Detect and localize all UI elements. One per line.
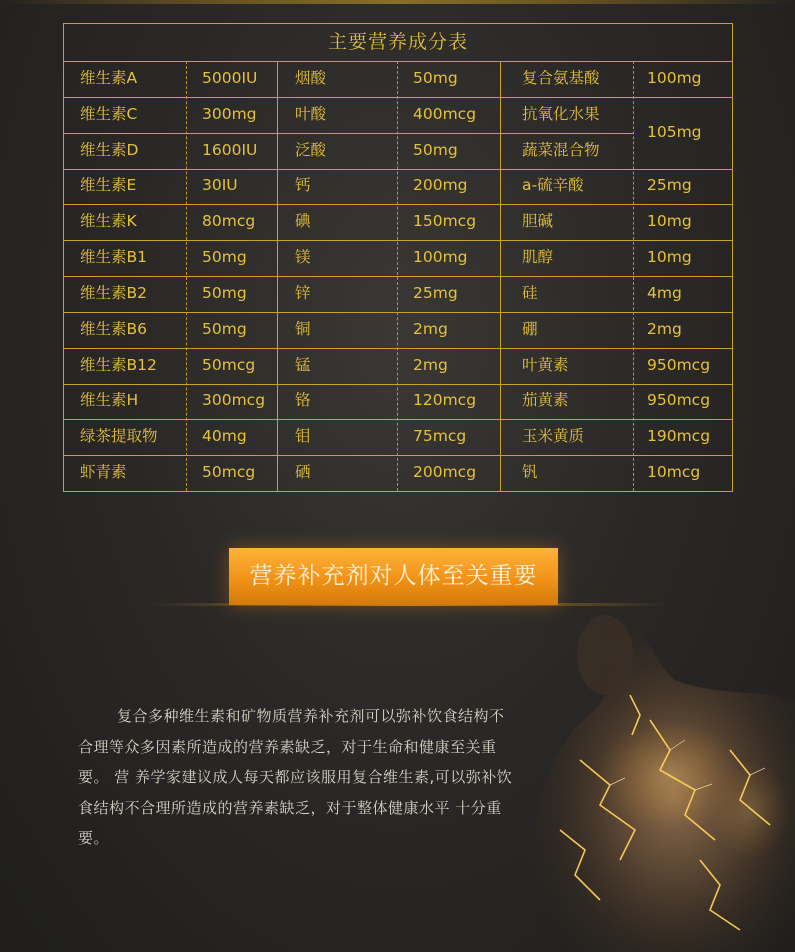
nutrient-name: 维生素A: [80, 69, 138, 87]
nutrient-name: 硒: [295, 463, 311, 481]
nutrient-name: 维生素K: [80, 212, 137, 230]
nutrient-amount: 50mcg: [202, 356, 256, 374]
nutrient-name: 维生素B2: [80, 284, 147, 302]
nutrient-amount: 50mg: [202, 248, 247, 266]
nutrient-name: 维生素B1: [80, 248, 147, 266]
nutrient-amount: 950mcg: [647, 391, 711, 409]
nutrient-name: 胆碱: [522, 212, 554, 230]
nutrient-name: 虾青素: [80, 463, 127, 481]
nutrient-name: 维生素C: [80, 105, 138, 123]
nutrient-amount: 80mcg: [202, 212, 256, 230]
nutrition-table: [63, 23, 733, 492]
nutrient-amount: 120mcg: [413, 391, 477, 409]
intro-paragraph: 复合多种维生素和矿物质营养补充剂可以弥补饮食结构不合理等众多因素所造成的营养素缺乏，对于生命和健康至关重要。 营 养学家建议成人每天都应该服用复合维生素,可以弥补饮 食结构不合理所造成的营养素缺乏，对于整体健康水平 十分重要。: [78, 707, 513, 847]
table-row-divider: [64, 348, 732, 349]
nutrient-amount: 2mg: [413, 320, 448, 338]
nutrient-name: a-硫辛酸: [522, 176, 584, 194]
nutrient-amount: 50mcg: [202, 463, 256, 481]
nutrient-name: 锰: [295, 356, 311, 374]
nutrient-name: 钒: [522, 463, 538, 481]
nutrient-amount: 50mg: [413, 141, 458, 159]
nutrient-name: 叶酸: [295, 105, 327, 123]
table-row-divider: [64, 276, 732, 277]
nutrient-amount: 2mg: [647, 320, 682, 338]
nutrient-name: 硼: [522, 320, 538, 338]
table-row-divider: [64, 133, 633, 134]
nutrient-amount: 100mg: [647, 69, 702, 87]
table-title: 主要营养成分表: [64, 24, 732, 62]
nutrient-name: 硅: [522, 284, 538, 302]
nutrient-name: 烟酸: [295, 69, 327, 87]
nutrient-name: 肌醇: [522, 248, 554, 266]
table-row-divider: [64, 240, 732, 241]
nutrient-name: 维生素D: [80, 141, 139, 159]
table-row-divider: [64, 455, 732, 456]
muscular-man-image: [500, 600, 795, 952]
nutrient-name: 钼: [295, 427, 311, 445]
nutrient-name: 碘: [295, 212, 311, 230]
nutrient-name: 玉米黄质: [522, 427, 585, 445]
nutrient-amount: 10mg: [647, 248, 692, 266]
table-row-divider: [64, 384, 732, 385]
nutrient-name: 铜: [295, 320, 311, 338]
nutrient-amount: 400mcg: [413, 105, 477, 123]
nutrient-amount: 300mcg: [202, 391, 266, 409]
table-grid: [64, 61, 732, 491]
nutrient-name: 茄黄素: [522, 391, 569, 409]
nutrient-amount: 200mg: [413, 176, 468, 194]
nutrient-name: 维生素B6: [80, 320, 147, 338]
nutrient-name: 锌: [295, 284, 311, 302]
nutrient-amount: 5000IU: [202, 69, 258, 87]
nutrient-amount: 200mcg: [413, 463, 477, 481]
nutrient-name: 维生素B12: [80, 356, 157, 374]
nutrient-amount: 25mg: [647, 176, 692, 194]
nutrient-name: 镁: [295, 248, 311, 266]
table-row-divider: [64, 97, 732, 98]
nutrient-amount: 50mg: [202, 320, 247, 338]
table-row-divider: [64, 204, 732, 205]
nutrient-amount: 2mg: [413, 356, 448, 374]
nutrient-name: 叶黄素: [522, 356, 569, 374]
nutrient-name: 维生素H: [80, 391, 139, 409]
nutrient-amount: 50mg: [202, 284, 247, 302]
nutrient-name: 钙: [295, 176, 311, 194]
top-divider: [0, 0, 795, 4]
nutrient-amount: 75mcg: [413, 427, 467, 445]
nutrient-name: 绿茶提取物: [80, 427, 158, 445]
nutrient-name: 铬: [295, 391, 311, 409]
nutrient-amount: 10mg: [647, 212, 692, 230]
nutrient-amount: 25mg: [413, 284, 458, 302]
nutrient-amount: 1600IU: [202, 141, 258, 159]
nutrient-amount: 50mg: [413, 69, 458, 87]
nutrient-amount: 190mcg: [647, 427, 711, 445]
table-row-divider: [64, 169, 732, 170]
nutrient-name: 抗氧化水果: [522, 105, 600, 123]
nutrient-name: 复合氨基酸: [522, 69, 600, 87]
nutrient-amount: 4mg: [647, 284, 682, 302]
table-row-divider: [64, 312, 732, 313]
nutrient-amount: 950mcg: [647, 356, 711, 374]
nutrient-name: 维生素E: [80, 176, 137, 194]
nutrient-amount: 300mg: [202, 105, 257, 123]
table-row-divider: [64, 419, 732, 420]
nutrient-name: 泛酸: [295, 141, 327, 159]
nutrient-name: 蔬菜混合物: [522, 141, 600, 159]
nutrient-amount: 100mg: [413, 248, 468, 266]
nutrient-amount: 30IU: [202, 176, 238, 194]
section-banner: 营养补充剂对人体至关重要: [229, 548, 558, 605]
nutrient-amount: 10mcg: [647, 463, 701, 481]
nutrient-amount: 40mg: [202, 427, 247, 445]
nutrient-amount-merged: 105mg: [647, 123, 702, 141]
nutrient-amount: 150mcg: [413, 212, 477, 230]
